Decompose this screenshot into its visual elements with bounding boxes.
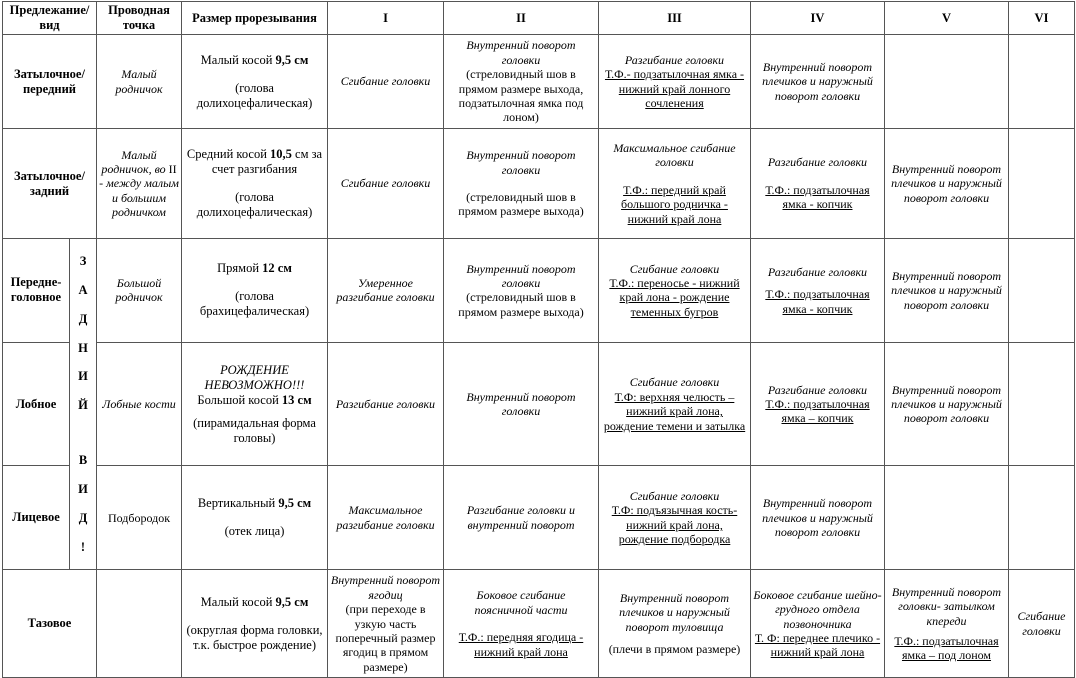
vertical-letter: И [78, 482, 88, 496]
vertical-letter: З [79, 254, 87, 269]
size-note: (голова брахицефалическая) [199, 289, 310, 319]
moment-3-title: Сгибание головки [629, 261, 720, 276]
presentation-cell: Затылочное/ передний [3, 35, 97, 129]
moment-1-cell: Сгибание головки [328, 35, 444, 129]
moment-3-title: Сгибание головки [629, 375, 720, 390]
size-value: 9,5 см [275, 594, 309, 609]
moment-2-note: (стреловидный шов в прямом размере выхода) [458, 190, 584, 219]
moment-3-cell [599, 239, 751, 343]
size-cell [182, 570, 328, 678]
moment-3-title: Максимальное сгибание головки [613, 141, 736, 170]
vertical-spacer [72, 427, 94, 439]
moment-4-title: Боковое сгибание шейно-грудного отдела позвоночника [753, 587, 882, 631]
size-note: (голова долихоцефалическая) [196, 80, 313, 110]
size-cell [182, 342, 328, 466]
moment-5-cell: Внутренний поворот плечиков и наружный поворот головки [885, 129, 1009, 239]
moment-1-title: Внутренний поворот ягодиц [330, 573, 441, 602]
header-moment-5: V [885, 2, 1009, 35]
moment-2-cell [444, 129, 599, 239]
vertical-letter: Н [78, 340, 88, 355]
moment-4-cell [751, 570, 885, 678]
moment-3-cell [599, 466, 751, 570]
table-row [3, 466, 1075, 570]
moment-2-fixation: Т.Ф.: передняя ягодица - нижний край лона [458, 630, 584, 659]
moment-4-fixation: Т.Ф.: подзатылочная ямка - копчик [765, 287, 870, 316]
moment-3-cell [599, 342, 751, 466]
moment-5-cell [885, 466, 1009, 570]
moment-2-note: (стреловидный шов в прямом размере выхода, подзатылочная ямка под лоном) [458, 67, 584, 125]
leading-point-cell [97, 129, 182, 239]
moment-4-fixation: Т. Ф: переднее плечико - нижний край лона [754, 630, 881, 660]
size-label: Средний косой [186, 147, 267, 161]
header-moment-1: I [328, 2, 444, 35]
presentation-cell: Лицевое [3, 466, 70, 570]
moment-1-cell [328, 570, 444, 678]
leading-point-part: Малый родничок, во [101, 147, 166, 176]
moment-2-cell [444, 239, 599, 343]
moment-5-cell [885, 570, 1009, 678]
moment-1-cell: Сгибание головки [328, 129, 444, 239]
moment-3-title: Внутренний поворот плечиков и наружный поворот туловища [619, 590, 730, 634]
moment-2-cell: Разгибание головки и внутренний поворот [444, 466, 599, 570]
header-moment-3: III [599, 2, 751, 35]
size-label: Вертикальный [197, 496, 276, 511]
moment-2-title: Внутренний поворот головки [466, 261, 576, 290]
moment-5-fixation: Т.Ф.: подзатылочная ямка – под лоном [894, 633, 999, 663]
moment-6-cell [1009, 129, 1075, 239]
moment-6-cell [1009, 239, 1075, 343]
moment-3-title: Сгибание головки [629, 489, 720, 504]
leading-point-cell: Малый родничок [97, 35, 182, 129]
moment-5-cell: Внутренний поворот плечиков и наружный поворот головки [885, 239, 1009, 343]
moment-5-cell [885, 35, 1009, 129]
size-label: Малый косой [200, 52, 273, 67]
vertical-letter: И [78, 369, 88, 384]
leading-point-part: II [168, 161, 177, 176]
table-row [3, 570, 1075, 678]
vertical-letter: Й [78, 398, 88, 413]
table-row [3, 342, 1075, 466]
size-cell [182, 129, 328, 239]
size-warning: РОЖДЕНИЕ НЕВОЗМОЖНО!!! [204, 362, 305, 392]
moment-5-cell: Внутренний поворот плечиков и наружный поворот головки [885, 342, 1009, 466]
size-value: 12 см [262, 261, 292, 276]
size-note: (округлая форма головки, т.к. быстрое рождение) [186, 622, 323, 652]
moment-4-title: Разгибание головки [767, 264, 868, 279]
presentation-cell: Тазовое [3, 570, 97, 678]
moment-2-title: Боковое сгибание поясничной части [474, 588, 568, 617]
vertical-letter: ! [80, 539, 86, 554]
moment-3-fixation: Т.Ф: верхняя челюсть – нижний край лона, рождение темени и затылка [603, 389, 746, 433]
moment-4-title: Разгибание головки [767, 382, 868, 397]
moment-1-cell: Умеренное разгибание головки [328, 239, 444, 343]
moment-6-cell: Сгибание головки [1009, 570, 1075, 678]
vertical-letter: В [78, 453, 88, 468]
moment-3-title: Разгибание головки [624, 52, 725, 67]
biomechanism-table [2, 1, 1075, 678]
moment-1-note: (при переходе в узкую часть поперечный размер ягодиц в прямом размере) [335, 602, 436, 674]
moment-3-cell [599, 570, 751, 678]
size-value: 10,5 [270, 147, 292, 161]
moment-4-cell [751, 239, 885, 343]
size-value: 9,5 см [278, 496, 312, 511]
header-moment-2: II [444, 2, 599, 35]
presentation-cell: Передне-головное [3, 239, 70, 343]
leading-point-part: - между малым и большим родничком [99, 176, 179, 220]
moment-6-cell [1009, 466, 1075, 570]
moment-5-title: Внутренний поворот головки- затылком кпереди [891, 584, 1002, 628]
moment-4-cell [751, 342, 885, 466]
leading-point-cell: Большой родничок [97, 239, 182, 343]
header-presentation: Предлежание/вид [3, 2, 97, 35]
moment-3-fixation: Т.Ф.: переносье - нижний край лона - рождение теменных бугров [609, 275, 740, 319]
moment-4-cell: Внутренний поворот плечиков и наружный поворот головки [751, 35, 885, 129]
size-label-2: см за счет разгибания [211, 147, 323, 176]
moment-4-fixation: Т.Ф.: подзатылочная ямка – копчик [765, 396, 870, 426]
moment-2-title: Внутренний поворот головки [466, 38, 576, 67]
size-cell [182, 239, 328, 343]
moment-1-cell: Максимальное разгибание головки [328, 466, 444, 570]
moment-4-cell: Внутренний поворот плечиков и наружный поворот головки [751, 466, 885, 570]
leading-point-cell: Подбородок [97, 466, 182, 570]
table-row [3, 129, 1075, 239]
size-value: 13 см [281, 392, 312, 407]
moment-2-note: (стреловидный шов в прямом размере выхода) [458, 290, 584, 319]
header-size: Размер прорезывания [182, 2, 328, 35]
header-leading-point: Проводная точка [97, 2, 182, 35]
size-label: Прямой [217, 261, 260, 276]
moment-4-title: Разгибание головки [767, 155, 868, 170]
presentation-cell: Лобное [3, 342, 70, 466]
moment-2-cell [444, 35, 599, 129]
moment-3-note: (плечи в прямом размере) [608, 642, 741, 657]
size-label: Большой косой [197, 392, 279, 407]
table-row [3, 239, 1075, 343]
size-label: Малый косой [200, 594, 273, 609]
vertical-label [70, 239, 97, 570]
size-cell [182, 466, 328, 570]
moment-2-title: Внутренний поворот головки [466, 148, 576, 177]
size-value: 9,5 см [275, 52, 309, 67]
table-row [3, 35, 1075, 129]
header-moment-4: IV [751, 2, 885, 35]
vertical-letter: Д [78, 510, 88, 525]
header-row [3, 2, 1075, 35]
moment-1-cell: Разгибание головки [328, 342, 444, 466]
leading-point-cell: Лобные кости [97, 342, 182, 466]
moment-2-cell [444, 570, 599, 678]
size-note: (голова долихоцефалическая) [196, 190, 313, 219]
moment-3-cell [599, 35, 751, 129]
leading-point-cell [97, 570, 182, 678]
vertical-letter: Д [78, 311, 88, 326]
presentation-cell: Затылочное/ задний [3, 129, 97, 239]
size-note: (пирамидальная форма головы) [193, 415, 316, 445]
moment-3-fixation: Т.Ф.- подзатылочная ямка - нижний край лонного сочленения [604, 67, 745, 110]
moment-2-cell: Внутренний поворот головки [444, 342, 599, 466]
moment-6-cell [1009, 342, 1075, 466]
size-cell [182, 35, 328, 129]
header-moment-6: VI [1009, 2, 1075, 35]
moment-6-cell [1009, 35, 1075, 129]
moment-3-fixation: Т.Ф: подъязычная кость-нижний край лона, рождение подбородка [611, 503, 738, 547]
size-note: (отек лица) [224, 524, 285, 539]
vertical-letter: А [78, 283, 88, 298]
moment-4-fixation: Т.Ф.: подзатылочная ямка - копчик [765, 182, 870, 212]
moment-3-cell [599, 129, 751, 239]
moment-4-cell [751, 129, 885, 239]
moment-3-fixation: Т.Ф.: передний край большого родничка - нижний край лона [621, 182, 728, 226]
